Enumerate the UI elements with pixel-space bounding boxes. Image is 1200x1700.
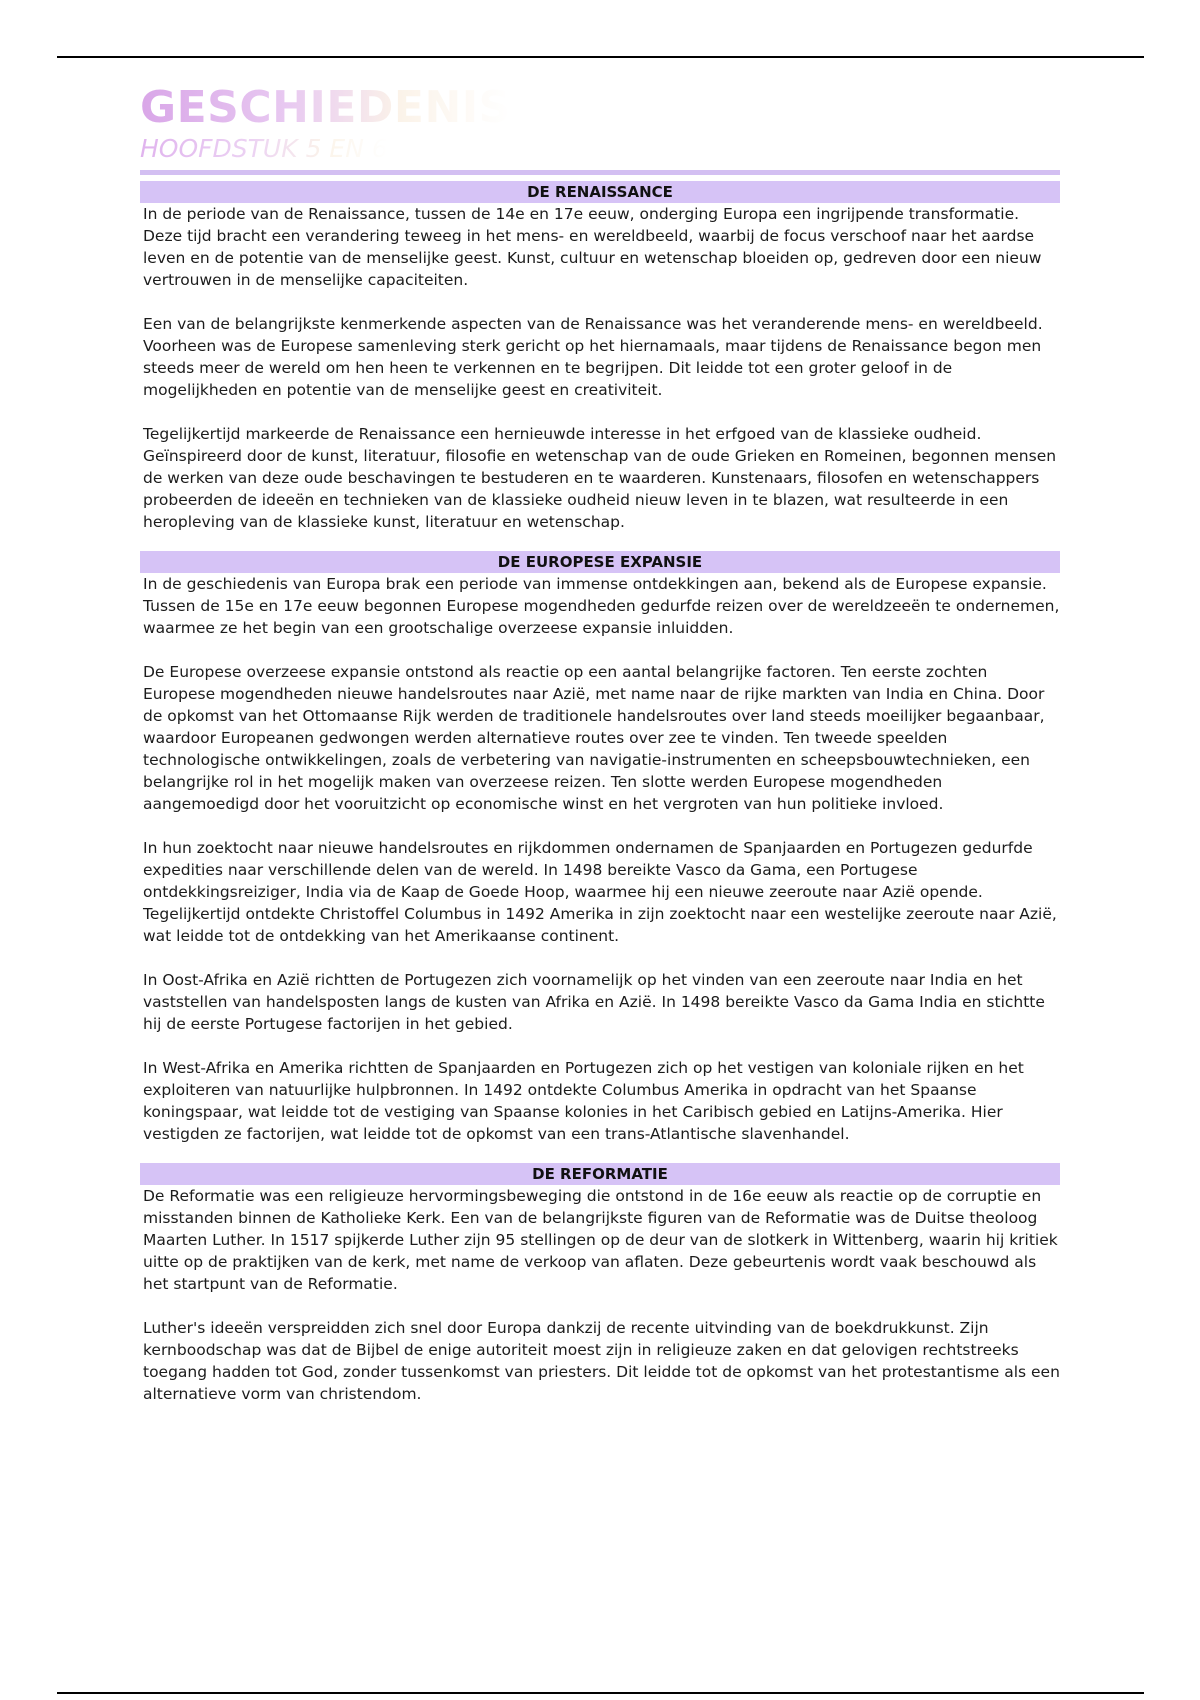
document-subtitle: HOOFDSTUK 5 EN 6 [140, 134, 388, 163]
section-renaissance [140, 181, 1060, 533]
top-rule [57, 56, 1144, 58]
paragraph: In hun zoektocht naar nieuwe handelsroutes en rijkdommen ondernamen de Spanjaarden en Portugezen gedurfde expedities naar verschillende delen van de wereld. In 1498 bereikte Vasco da Gama, een Portugese ontdekkingsreiziger, India via de Kaap de Goede Hoop, waarmee hij een nieuwe zeeroute naar Azië opende. Tegelijkertijd ontdekte Christoffel Columbus in 1492 Amerika in zijn zoektocht naar een westelijke zeeroute naar Azië, wat leidde tot de ontdekking van het Amerikaanse continent. [143, 839, 1057, 945]
bottom-rule [57, 1692, 1144, 1694]
document-title: GESCHIEDENIS [140, 80, 511, 136]
paragraph: In de periode van de Renaissance, tussen de 14e en 17e eeuw, onderging Europa een ingrijpende transformatie. Deze tijd bracht een verandering teweeg in het mens- en wereldbeeld, waarbij de focus verschoof naar het aardse leven en de potentie van de menselijke geest. Kunst, cultuur en wetenschap bloeiden op, gedreven door een nieuw vertrouwen in de menselijke capaciteiten. [143, 205, 1042, 289]
section-europese-expansie [140, 551, 1060, 1145]
paragraph: In Oost-Afrika en Azië richtten de Portugezen zich voornamelijk op het vinden van een zeeroute naar India en het vaststellen van handelsposten langs de kusten van Afrika en Azië. In 1498 bereikte Vasco da Gama India en stichtte hij de eerste Portugese factorijen in het gebied. [143, 971, 1045, 1033]
paragraph: In de geschiedenis van Europa brak een periode van immense ontdekkingen aan, bekend als de Europese expansie. Tussen de 15e en 17e eeuw begonnen Europese mogendheden gedurfde reizen over de wereldzeeën te ondernemen, waarmee ze het begin van een grootschalige overzeese expansie inluidden. [143, 575, 1060, 637]
section-heading: DE REFORMATIE [140, 1163, 1060, 1185]
title-divider [140, 170, 1060, 175]
title-block [140, 80, 1060, 175]
paragraph: Tegelijkertijd markeerde de Renaissance een hernieuwde interesse in het erfgoed van de klassieke oudheid. Geïnspireerd door de kunst, literatuur, filosofie en wetenschap van de oude Grieken en Romeinen, begonnen mensen de werken van deze oude beschavingen te bestuderen en te waarderen. Kunstenaars, filosofen en wetenschappers probeerden de ideeën en technieken van de klassieke oudheid nieuw leven in te blazen, wat resulteerde in een heropleving van de klassieke kunst, literatuur en wetenschap. [143, 425, 1057, 531]
document-body [140, 80, 1060, 1405]
paragraph: De Reformatie was een religieuze hervormingsbeweging die ontstond in de 16e eeuw als reactie op de corruptie en misstanden binnen de Katholieke Kerk. Een van de belangrijkste figuren van de Reformatie was de Duitse theoloog Maarten Luther. In 1517 spijkerde Luther zijn 95 stellingen op de deur van de slotkerk in Wittenberg, waarin hij kritiek uitte op de praktijken van de kerk, met name de verkoop van aflaten. Deze gebeurtenis wordt vaak beschouwd als het startpunt van de Reformatie. [143, 1187, 1058, 1293]
section-heading: DE EUROPESE EXPANSIE [140, 551, 1060, 573]
paragraph: Luther's ideeën verspreidden zich snel door Europa dankzij de recente uitvinding van de boekdrukkunst. Zijn kernboodschap was dat de Bijbel de enige autoriteit moest zijn in religieuze zaken en dat gelovigen rechtstreeks toegang hadden tot God, zonder tussenkomst van priesters. Dit leidde tot de opkomst van het protestantisme als een alternatieve vorm van christendom. [143, 1319, 1060, 1403]
paragraph: In West-Afrika en Amerika richtten de Spanjaarden en Portugezen zich op het vestigen van koloniale rijken en het exploiteren van natuurlijke hulpbronnen. In 1492 ontdekte Columbus Amerika in opdracht van het Spaanse koningspaar, wat leidde tot de vestiging van Spaanse kolonies in het Caribisch gebied en Latijns-Amerika. Hier vestigden ze factorijen, wat leidde tot de opkomst van een trans-Atlantische slavenhandel. [143, 1059, 1024, 1143]
paragraph: Een van de belangrijkste kenmerkende aspecten van de Renaissance was het veranderende mens- en wereldbeeld. Voorheen was de Europese samenleving sterk gericht op het hiernamaals, maar tijdens de Renaissance begon men steeds meer de wereld om hen heen te verkennen en te begrijpen. Dit leidde tot een groter geloof in de mogelijkheden en potentie van de menselijke geest en creativiteit. [143, 315, 1043, 399]
section-heading: DE RENAISSANCE [140, 181, 1060, 203]
paragraph: De Europese overzeese expansie ontstond als reactie op een aantal belangrijke factoren. Ten eerste zochten Europese mogendheden nieuwe handelsroutes naar Azië, met name naar de rijke markten van India en China. Door de opkomst van het Ottomaanse Rijk werden de traditionele handelsroutes over land steeds moeilijker begaanbaar, waardoor Europeanen gedwongen werden alternatieve routes over zee te vinden. Ten tweede speelden technologische ontwikkelingen, zoals de verbetering van navigatie-instrumenten en scheepsbouwtechnieken, een belangrijke rol in het mogelijk maken van overzeese reizen. Ten slotte werden Europese mogendheden aangemoedigd door het vooruitzicht op economische winst en het vergroten van hun politieke invloed. [143, 663, 1045, 813]
section-reformatie [140, 1163, 1060, 1405]
